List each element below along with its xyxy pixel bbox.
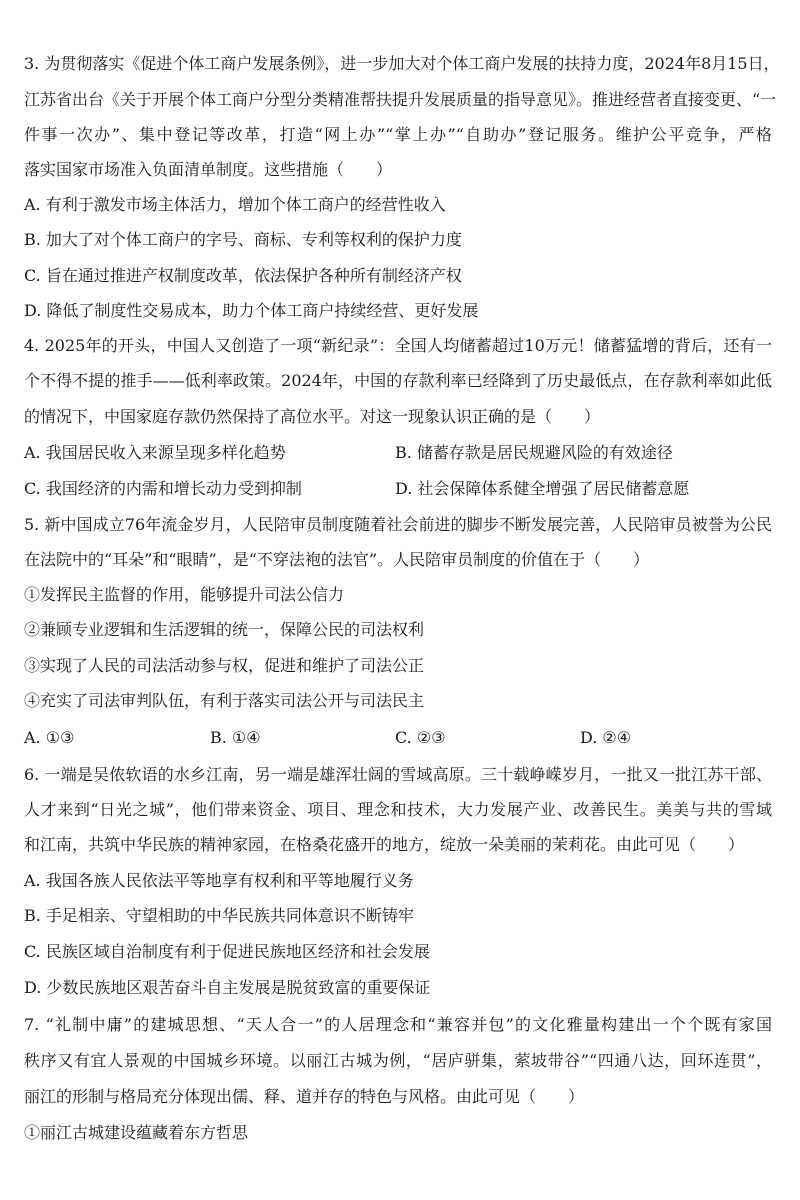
q3-stem-line: 江苏省出台《关于开展个体工商户分型分类精准帮扶提升发展质量的指导意见》。推进经营者直接变更、“一 — [24, 90, 777, 109]
q6-option-c: C. 民族区域自治制度有利于促进民族地区经济和社会发展 — [24, 942, 430, 961]
q5-item-4: ④充实了司法审判队伍，有利于落实司法公开与司法民主 — [24, 691, 425, 710]
q5-option-b: B. ①④ — [210, 728, 261, 747]
q3-stem-line: 件事一次办”、集中登记等改革，打造“网上办”“掌上办”“自助办”登记服务。维护公平竞争，严格 — [24, 125, 772, 144]
q7-stem-line: 秩序又有宜人景观的中国城乡环境。以丽江古城为例，“居庐骈集，萦坡带谷”“四通八达，回环连贯”， — [24, 1051, 772, 1070]
q7-stem-line: 丽江的形制与格局充分体现出儒、释、道并存的特色与风格。由此可见（ ） — [24, 1087, 585, 1106]
q4-option-a: A. 我国居民收入来源呈现多样化趋势 — [24, 443, 286, 462]
q3-option-b: B. 加大了对个体工商户的字号、商标、专利等权利的保护力度 — [24, 230, 462, 249]
q7-item-1: ①丽江古城建设蕴藏着东方哲思 — [24, 1123, 249, 1142]
q4-stem-line: 个不得不提的推手——低利率政策。2024年，中国的存款利率已经降到了历史最低点，在存款利率如此低 — [24, 371, 772, 390]
q3-option-d: D. 降低了制度性交易成本，助力个体工商户持续经营、更好发展 — [24, 301, 479, 320]
q6-option-d: D. 少数民族地区艰苦奋斗自主发展是脱贫致富的重要保证 — [24, 978, 431, 997]
q6-stem-line: 6. 一端是吴侬软语的水乡江南，另一端是雄浑壮阔的雪域高原。三十载峥嵘岁月，一批又一批江苏干部、 — [24, 765, 772, 784]
q6-stem-line: 人才来到“日光之城”，他们带来资金、项目、理念和技术，大力发展产业、改善民生。美美与共的雪域 — [24, 800, 772, 819]
q4-stem-line: 的情况下，中国家庭存款仍然保持了高位水平。对这一现象认识正确的是（ ） — [24, 407, 601, 426]
q3-stem-line: 落实国家市场准入负面清单制度。这些措施（ ） — [24, 160, 393, 179]
q4-option-c: C. 我国经济的内需和增长动力受到抑制 — [24, 479, 302, 498]
q3-stem-line: 3. 为贯彻落实《促进个体工商户发展条例》，进一步加大对个体工商户发展的扶持力度，2024年8月15日， — [24, 54, 780, 73]
q6-stem-line: 和江南，共筑中华民族的精神家园，在格桑花盛开的地方，绽放一朵美丽的茉莉花。由此可见（ ） — [24, 835, 745, 854]
q5-stem-line: 5. 新中国成立76年流金岁月，人民陪审员制度随着社会前进的脚步不断发展完善，人民陪审员被誉为公民 — [24, 515, 772, 534]
q5-option-c: C. ②③ — [395, 728, 446, 747]
q5-item-1: ①发挥民主监督的作用，能够提升司法公信力 — [24, 585, 345, 604]
q3-option-a: A. 有利于激发市场主体活力，增加个体工商户的经营性收入 — [24, 195, 446, 214]
q4-option-b: B. 储蓄存款是居民规避风险的有效途径 — [395, 443, 673, 462]
q4-option-d: D. 社会保障体系健全增强了居民储蓄意愿 — [395, 479, 690, 498]
q5-option-a: A. ①③ — [24, 728, 75, 747]
q5-item-2: ②兼顾专业逻辑和生活逻辑的统一，保障公民的司法权利 — [24, 620, 425, 639]
q7-stem-line: 7. “礼制中庸”的建城思想、“天人合一”的人居理念和“兼容并包”的文化雅量构建出一个个既有家国 — [24, 1015, 772, 1034]
q4-stem-line: 4. 2025年的开头，中国人又创造了一项“新纪录”：全国人均储蓄超过10万元！储蓄猛增的背后，还有一 — [24, 336, 772, 355]
q5-stem-line: 在法院中的“耳朵”和“眼睛”，是“不穿法袍的法官”。人民陪审员制度的价值在于（ ） — [24, 550, 650, 569]
q3-option-c: C. 旨在通过推进产权制度改革，依法保护各种所有制经济产权 — [24, 266, 462, 285]
q5-item-3: ③实现了人民的司法活动参与权，促进和维护了司法公正 — [24, 656, 425, 675]
q5-option-d: D. ②④ — [580, 728, 632, 747]
q6-option-a: A. 我国各族人民依法平等地享有权利和平等地履行义务 — [24, 871, 414, 890]
q6-option-b: B. 手足相亲、守望相助的中华民族共同体意识不断铸牢 — [24, 906, 414, 925]
